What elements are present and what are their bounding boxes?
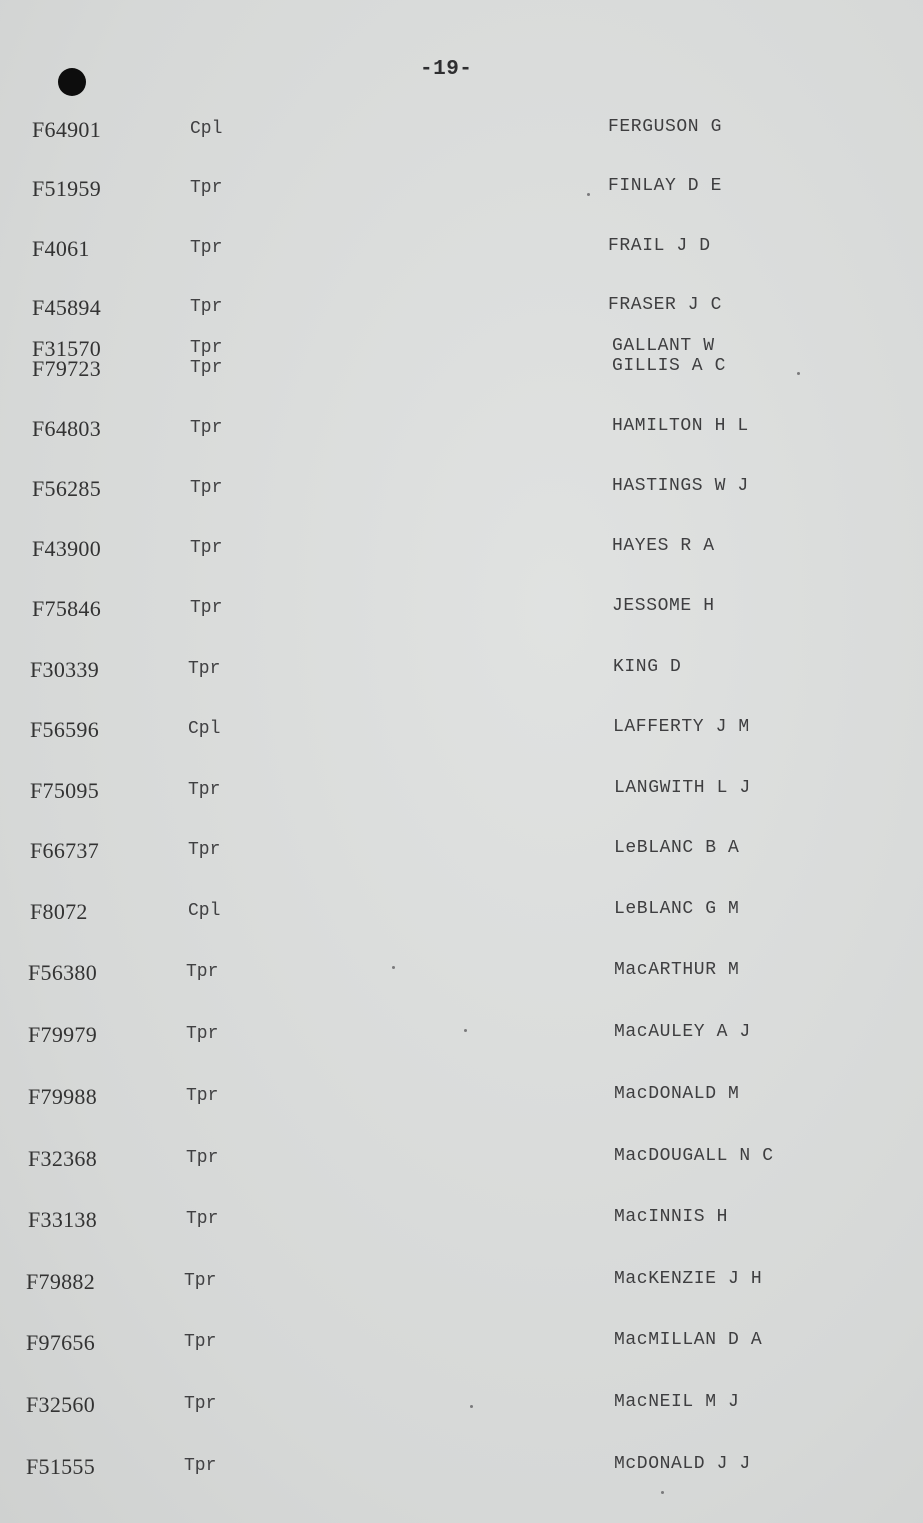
service-number: F56380 [28,960,98,985]
service-number: F79979 [28,1022,98,1047]
roster-row [0,960,923,984]
soldier-name: HASTINGS W J [612,476,749,496]
roster-row [0,1146,923,1170]
rank: Tpr [186,1086,219,1106]
rank: Tpr [190,418,223,438]
roster-row [0,536,923,560]
service-number: F51959 [32,176,102,201]
soldier-name: McDONALD J J [614,1454,751,1474]
soldier-name: MacAULEY A J [614,1022,751,1042]
service-number: F75846 [32,596,102,621]
rank: Cpl [190,119,223,139]
rank: Tpr [188,840,221,860]
soldier-name: LeBLANC B A [614,838,740,858]
soldier-name: FINLAY D E [608,176,723,196]
roster-row [0,176,923,200]
service-number: F4061 [32,236,90,261]
service-number: F64803 [32,416,102,441]
roster-row [0,1330,923,1354]
soldier-name: GALLANT W [612,336,715,356]
roster-row [0,717,923,741]
soldier-name: MacINNIS H [614,1207,729,1227]
rank: Tpr [186,1148,219,1168]
rank: Tpr [184,1271,217,1291]
rank: Tpr [190,338,223,358]
service-number: F56285 [32,476,102,501]
rank: Tpr [186,1024,219,1044]
soldier-name: FERGUSON G [608,117,723,137]
roster-row [0,236,923,260]
roster-row [0,117,923,141]
soldier-name: GILLIS A C [612,356,727,376]
service-number: F32560 [26,1392,96,1417]
service-number: F30339 [30,657,100,682]
soldier-name: MacMILLAN D A [614,1330,763,1350]
soldier-name: JESSOME H [612,596,715,616]
rank: Tpr [186,1209,219,1229]
roster-row [0,778,923,802]
soldier-name: FRAIL J D [608,236,711,256]
rank: Tpr [190,178,223,198]
roster-row [0,295,923,319]
roster-row [0,416,923,440]
service-number: F79723 [32,356,102,381]
rank: Tpr [190,238,223,258]
roster-row [0,1207,923,1231]
soldier-name: LANGWITH L J [614,778,751,798]
soldier-name: MacKENZIE J H [614,1269,763,1289]
roster-row [0,1022,923,1046]
service-number: F56596 [30,717,100,742]
roster-row [0,476,923,500]
service-number: F51555 [26,1454,96,1479]
rank: Tpr [188,659,221,679]
service-number: F64901 [32,117,102,142]
service-number: F43900 [32,536,102,561]
service-number: F32368 [28,1146,98,1171]
soldier-name: FRASER J C [608,295,723,315]
rank: Tpr [186,962,219,982]
roster-row [0,899,923,923]
roster-row [0,356,923,380]
soldier-name: LeBLANC G M [614,899,740,919]
soldier-name: KING D [613,657,682,677]
soldier-name: MacDONALD M [614,1084,740,1104]
service-number: F8072 [30,899,88,924]
service-number: F31570 [32,336,102,361]
page-number: -19- [420,58,473,81]
rank: Cpl [188,901,221,921]
roster-row [0,1392,923,1416]
roster-row [0,838,923,862]
service-number: F79988 [28,1084,98,1109]
rank: Tpr [190,538,223,558]
roster-row [0,1454,923,1478]
service-number: F66737 [30,838,100,863]
soldier-name: MacDOUGALL N C [614,1146,774,1166]
rank: Tpr [190,297,223,317]
roster-row [0,1269,923,1293]
rank: Tpr [184,1332,217,1352]
service-number: F97656 [26,1330,96,1355]
soldier-name: MacARTHUR M [614,960,740,980]
rank: Cpl [188,719,221,739]
service-number: F79882 [26,1269,96,1294]
roster-row [0,1084,923,1108]
rank: Tpr [184,1394,217,1414]
rank: Tpr [184,1456,217,1476]
rank: Tpr [190,478,223,498]
soldier-name: HAMILTON H L [612,416,749,436]
roster-row [0,657,923,681]
service-number: F45894 [32,295,102,320]
rank: Tpr [190,358,223,378]
roster-row [0,596,923,620]
service-number: F33138 [28,1207,98,1232]
rank: Tpr [190,598,223,618]
soldier-name: HAYES R A [612,536,715,556]
service-number: F75095 [30,778,100,803]
rank: Tpr [188,780,221,800]
soldier-name: MacNEIL M J [614,1392,740,1412]
soldier-name: LAFFERTY J M [613,717,750,737]
